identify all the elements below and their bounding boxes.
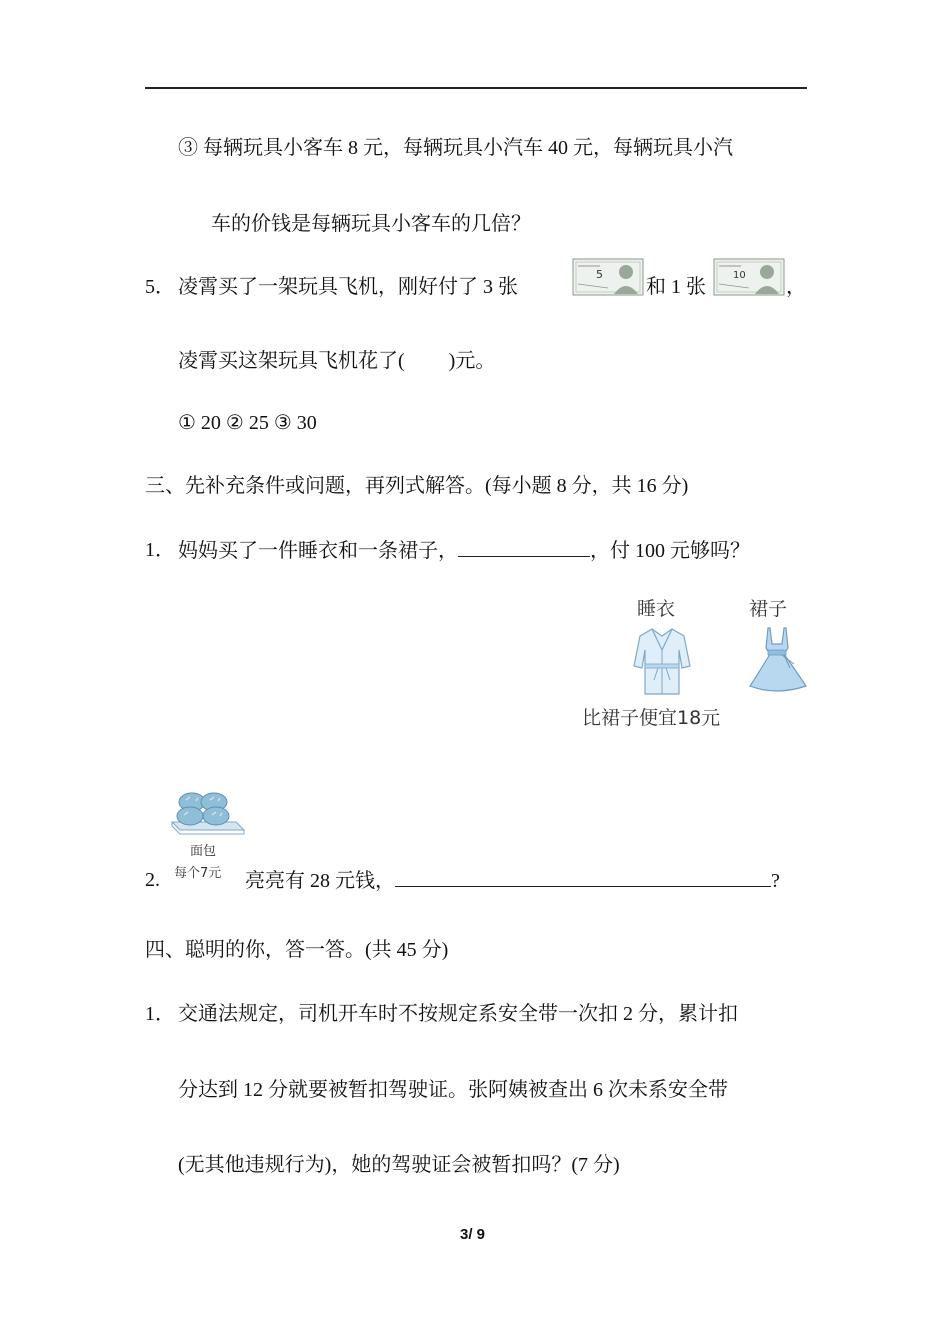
s4-q1-number: 1． (145, 1003, 175, 1025)
q4-3-line1: ③ 每辆玩具小客车 8 元，每辆玩具小汽车 40 元，每辆玩具小汽 (178, 137, 733, 159)
label-skirt: 裙子 (749, 598, 788, 620)
q4-3-line2: 车的价钱是每辆玩具小客车的几倍？ (211, 213, 531, 235)
s3-q1-blank (458, 538, 590, 557)
q5-text-c: ， (786, 276, 806, 298)
skirt-icon (746, 624, 808, 696)
s3-q1-number: 1． (145, 539, 175, 561)
pajama-icon (632, 626, 692, 696)
s3-q1-text-b: ，付 100 元够吗？ (590, 540, 750, 562)
s4-q1-line2: 分达到 12 分就要被暂扣驾驶证。张阿姨被查出 6 次未系安全带 (178, 1079, 728, 1101)
banknote-10-value: 10 (733, 270, 746, 281)
s3-q2-number: 2. (145, 869, 160, 891)
s4-q1-line1: 交通法规定，司机开车时不按规定系安全带一次扣 2 分，累计扣 (178, 1003, 738, 1025)
s3-q2-text-b: ? (771, 870, 780, 892)
q5-text-a: 凌霄买了一架玩具飞机，刚好付了 3 张 (178, 276, 518, 298)
label-pajama: 睡衣 (637, 598, 676, 620)
s3-q2-blank (395, 868, 771, 887)
banknote-5-icon (572, 258, 644, 296)
s3-q1-text-a: 妈妈买了一件睡衣和一条裙子， (178, 540, 458, 562)
q5-options: ① 20 ② 25 ③ 30 (178, 412, 317, 434)
bread-price: 每个7元 (174, 866, 222, 881)
q5-text-b: 和 1 张 (646, 276, 706, 298)
section3-title: 三、先补充条件或问题，再列式解答。(每小题 8 分，共 16 分) (145, 475, 689, 497)
section4-title: 四、聪明的你，答一答。(共 45 分) (145, 939, 449, 961)
q5-line2 (178, 349, 495, 373)
q5-line2-a: 凌霄买这架玩具飞机花了( (178, 350, 405, 372)
top-rule (145, 87, 807, 89)
bread-icon (170, 788, 246, 838)
q5-line2-b: )元。 (448, 350, 496, 372)
bread-label: 面包 (190, 844, 217, 859)
q5-number: 5． (145, 276, 175, 298)
pajama-price-caption: 比裙子便宜18元 (582, 707, 721, 729)
s3-q2-text-a: 亮亮有 28 元钱， (245, 870, 395, 892)
banknote-10-icon (713, 258, 785, 296)
page-number: 3/ 9 (460, 1226, 486, 1243)
s3-q1-line (178, 538, 750, 563)
s3-q2-line (245, 868, 780, 893)
s4-q1-line3: (无其他违规行为)，她的驾驶证会被暂扣吗？(7 分) (178, 1154, 620, 1176)
banknote-5-value: 5 (596, 268, 603, 281)
